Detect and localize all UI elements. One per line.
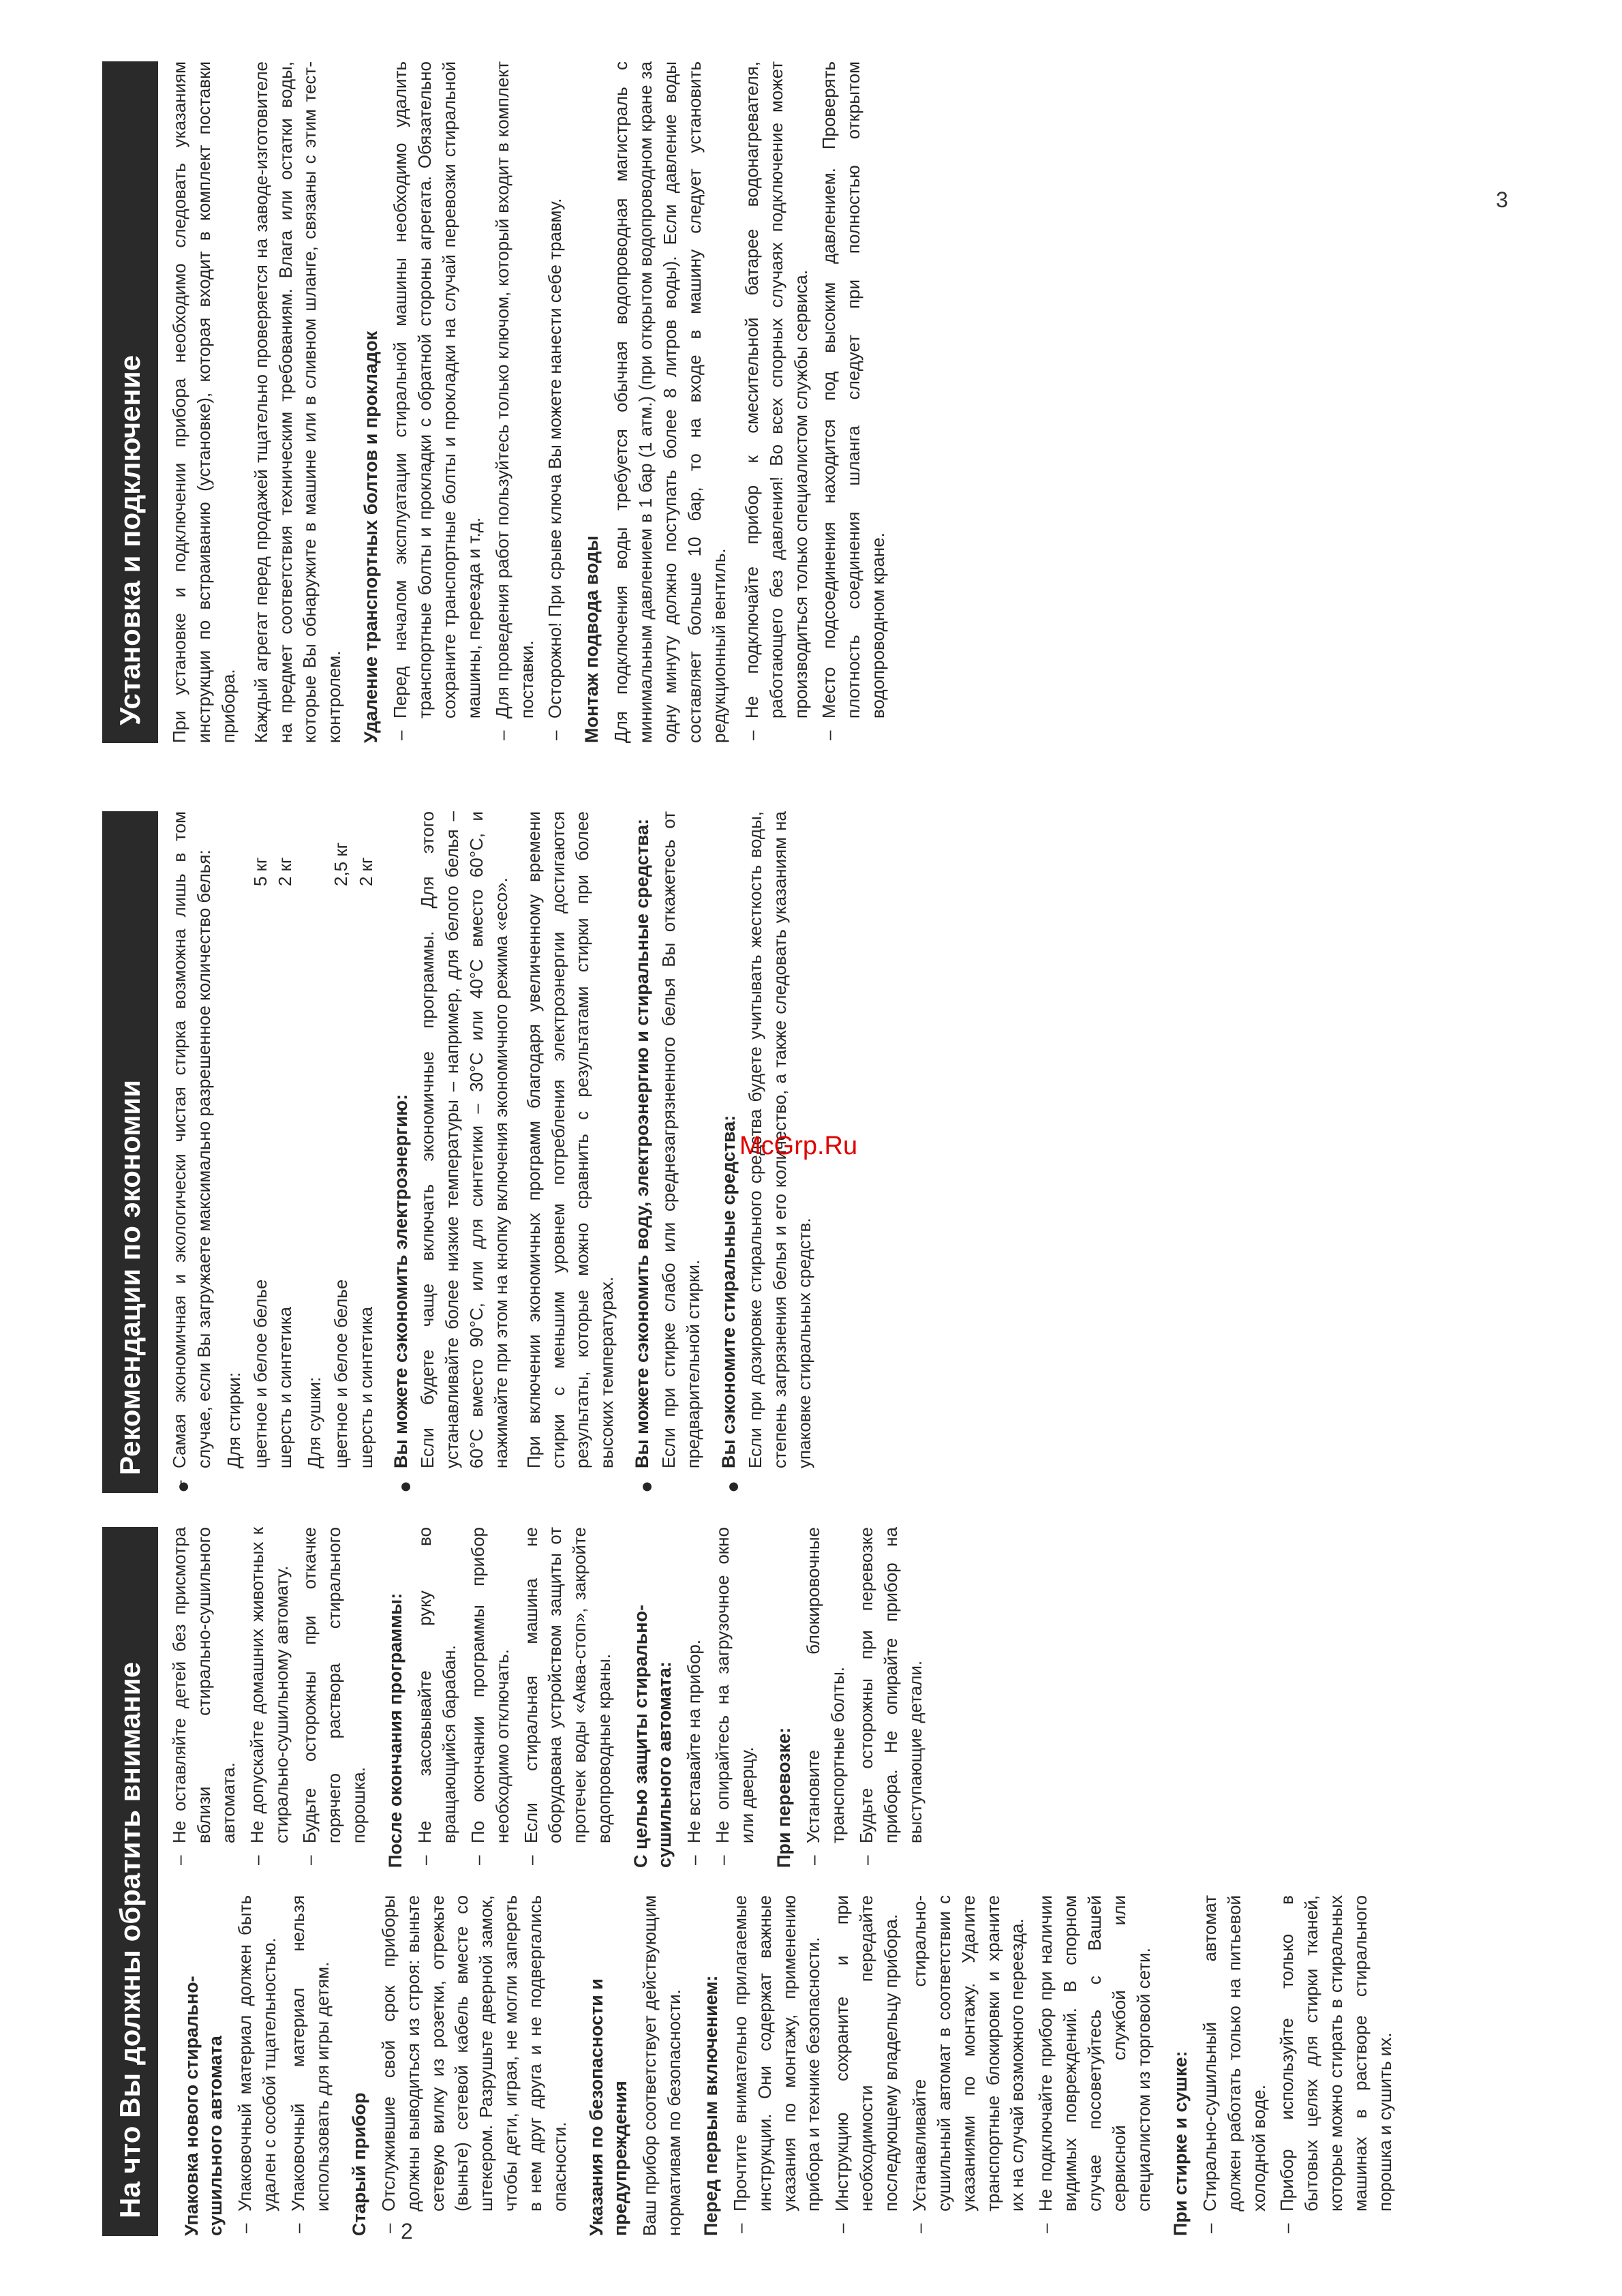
list-item: – Прибор используйте только в бытовых целях для стирки тканей, которые можно стирать в стиральных машинах в растворе стирального порошка и сушить их. [1275,1895,1397,2236]
section-heading: С целью защиты стирально-сушильного автомата: [630,1604,675,1868]
economy-bullet-detergent: ● Вы сэкономите стиральные средства: [717,811,741,1493]
list-item: – Упаковочный материал должен быть удален с особой тщательностью. [233,1895,282,2236]
section-heading: После окончания программы: [385,1592,406,1868]
attention-subcolumn-2 [168,1527,1402,1868]
installation-paragraph-2: Каждый агрегат перед продажей тщательно проверяется на заводе-изготовителе на предмет соответствия техническим требованиям. Влага или остатки воды, которые Вы обнаружите в машине или в сливном шланге, связаны с этим тест-контролем. [250,61,345,743]
section-heading: Указания по безопасности и предупреждения [585,1978,630,2236]
paragraph: Ваш прибор соответствует действующим нормативам по безопасности. [639,1895,684,2236]
dry-label: Для сушки: [304,1376,325,1468]
list-item: – По окончании программы прибор необходимо отключать. [466,1527,515,1868]
bullet-dot-icon: ● [635,1480,658,1493]
attention-subcolumn-1 [168,1895,1402,2236]
list-item: – Отслужившие свой срок приборы должны выводиться из строя: выньте сетевую вилку из розетки, отрежьте (выньте) сетевой кабель вместе со штекером. Разрушьте дверной замок, чтобы дети, играя, не могли запереть в нем друг друга и не подвергались опасности. [377,1895,572,2236]
wash-row: шерсть и синтетика 2 кг [275,857,296,1468]
wash-row: цветное и белое белье 5 кг [249,857,271,1468]
water-paragraph: Если при стирке слабо или среднезагрязненного белья Вы откажетесь от предварительной стирки. [658,811,704,1468]
list-item: – Не оставляйте детей без присмотра вблизи стирально-сушильного автомата. [168,1527,241,1868]
list-item: – Установите блокировочные транспортные болты. [801,1527,851,1868]
detergent-paragraph: Если при дозировке стирального средства будете учитывать жесткость воды, степень загрязнения белья и его количество, а также следовать указаниям на упаковке стиральных средств. [745,811,814,1468]
page-number-left: 2 [401,2219,413,2244]
electricity-paragraph-1: Если будете чаще включать экономичные программы. Для этого устанавливайте более низкие температуры – например, для белого белья – 60°С вместо 90°С, или для синтетики – 30°С или 40°С вместо 60°С, и нажимайте при этом на кнопку включения экономичного режима «eco». [417,811,511,1468]
list-item: – Не подключайте прибор при наличии видимых повреждений. В спорном случае посоветуйтесь с Вашей сервисной службой или специалистом из торговой сети. [1034,1895,1156,2236]
list-item: – Инструкцию сохраните и при необходимости передайте последующему владельцу прибора. [830,1895,904,2236]
heading-transport-bolts: Удаление транспортных болтов и прокладок [361,331,382,743]
column-attention [102,1527,1402,2236]
section-title-installation: Установка и подключение [102,61,158,743]
section-heading: При стирке и сушке: [1169,2051,1191,2236]
list-item: – Не засовывайте руку во вращающийся барабан. [413,1527,462,1868]
list-item: – Будьте осторожны при откачке горячего раствора стирального порошка. [298,1527,371,1868]
column-economy [102,811,825,1493]
economy-intro [168,811,217,1493]
section-heading: Старый прибор [348,2092,369,2236]
page-number-right: 3 [1496,187,1508,212]
economy-bullet-electricity: ● Вы можете сэкономить электроэнергию: [389,811,413,1493]
water-supply-paragraph: Для подключения воды требуется обычная водопроводная магистраль с минимальным давлением в 1 бар (1 атм.) (при открытом водопроводном кране за одну минуту должно поступать более 8 литров воды). Если давление воды составляет больше 10 бар, то на входе в машину следует установить редукционный вентиль. [611,61,729,743]
dry-row: шерсть и синтетика 2 кг [355,857,376,1468]
list-item: – Место подсоединения находится под высоким давлением. Проверять плотность соединения шланга следует при полностью открытом водопроводном кране. [817,61,891,743]
list-item: – Не допускайте домашних животных к стирально-сушильному автомату. [245,1527,294,1868]
list-item: – Не вставайте на прибор. [682,1527,707,1868]
installation-paragraph-1: При установке и подключении прибора необходимо следовать указаниям инструкции по встраиванию (установке), которая входит в комплект поставки прибора. [169,61,239,743]
watermark: McGrp.Ru [739,1132,858,1160]
bullet-dot-icon: ● [394,1480,417,1493]
list-item: – Стирально-сушильный автомат должен работать только на питьевой холодной воде. [1198,1895,1272,2236]
section-title-attention: На что Вы должны обратить внимание [102,1527,158,2236]
list-item: – Устанавливайте стирально-сушильный автомат в соответствии с указаниями по монтажу. Удалите транспортные блокировки и храните их на случай возможного переезда. [908,1895,1030,2236]
electricity-paragraph-2: При включении экономичных программ благодаря увеличенному времени стирки с меньшим уровнем потребления электроэнергии достигаются результаты, которые можно сравнить с результатами стирки при более высоких температурах. [523,811,617,1468]
bullet-dot-icon: ● [722,1480,744,1493]
heading-water-supply: Монтаж подвода воды [581,535,602,743]
dry-row: цветное и белое белье 2,5 кг [331,842,352,1468]
list-item: – Не подключайте прибор к смесительной батарее водонагревателя, работающего без давления! Во всех спорных случаях подключение может производиться только специалистом службы сервиса. [740,61,814,743]
section-heading: При перевозке: [773,1727,794,1868]
section-title-economy: Рекомендации по экономии [102,811,158,1493]
column-installation [102,61,895,770]
list-item: – Перед началом эксплуатации стиральной машины необходимо удалить транспортные болты и прокладки с обратной стороны агрегата. Обязательно сохраните транспортные болты и прокладки на случай перевозки стиральной машины, переезда и т.д. [388,61,487,743]
economy-bullet-water: ● Вы можете сэкономить воду, электроэнергию и стиральные средства: [630,811,654,1493]
list-item: – Упаковочный материал нельзя использовать для игры детям. [286,1895,335,2236]
list-item: – Не опирайтесь на загрузочное окно или дверцу. [711,1527,760,1868]
economy-intro-text: Самая экономичная и экологически чистая стирка возможна лишь в том случае, если Вы загружаете максимально разрешенное количество белья: [169,811,214,1468]
section-heading: Перед первым включением: [700,1975,721,2236]
list-item: – Прочтите внимательно прилагаемые инструкции. Они содержат важные указания по монтажу, применению прибора и технике безопасности. [729,1895,827,2236]
wash-label: Для стирки: [223,1372,244,1468]
list-item: – Осторожно! При срыве ключа Вы можете нанести себе травму. [543,61,568,743]
bullet-dot-icon: – ● [172,1480,194,1493]
list-item: – Будьте осторожны при перевозке прибора. Не опирайте прибор на выступающие детали. [855,1527,928,1868]
list-item: – Если стиральная машина не оборудована устройством защиты от протечек воды «Аква-стоп», закройте водопроводные краны. [519,1527,617,1868]
list-item: – Для проведения работ пользуйтесь только ключом, который входит в комплект поставки. [491,61,540,743]
section-heading: Упаковка нового стирально-сушильного автомата [181,1976,226,2236]
